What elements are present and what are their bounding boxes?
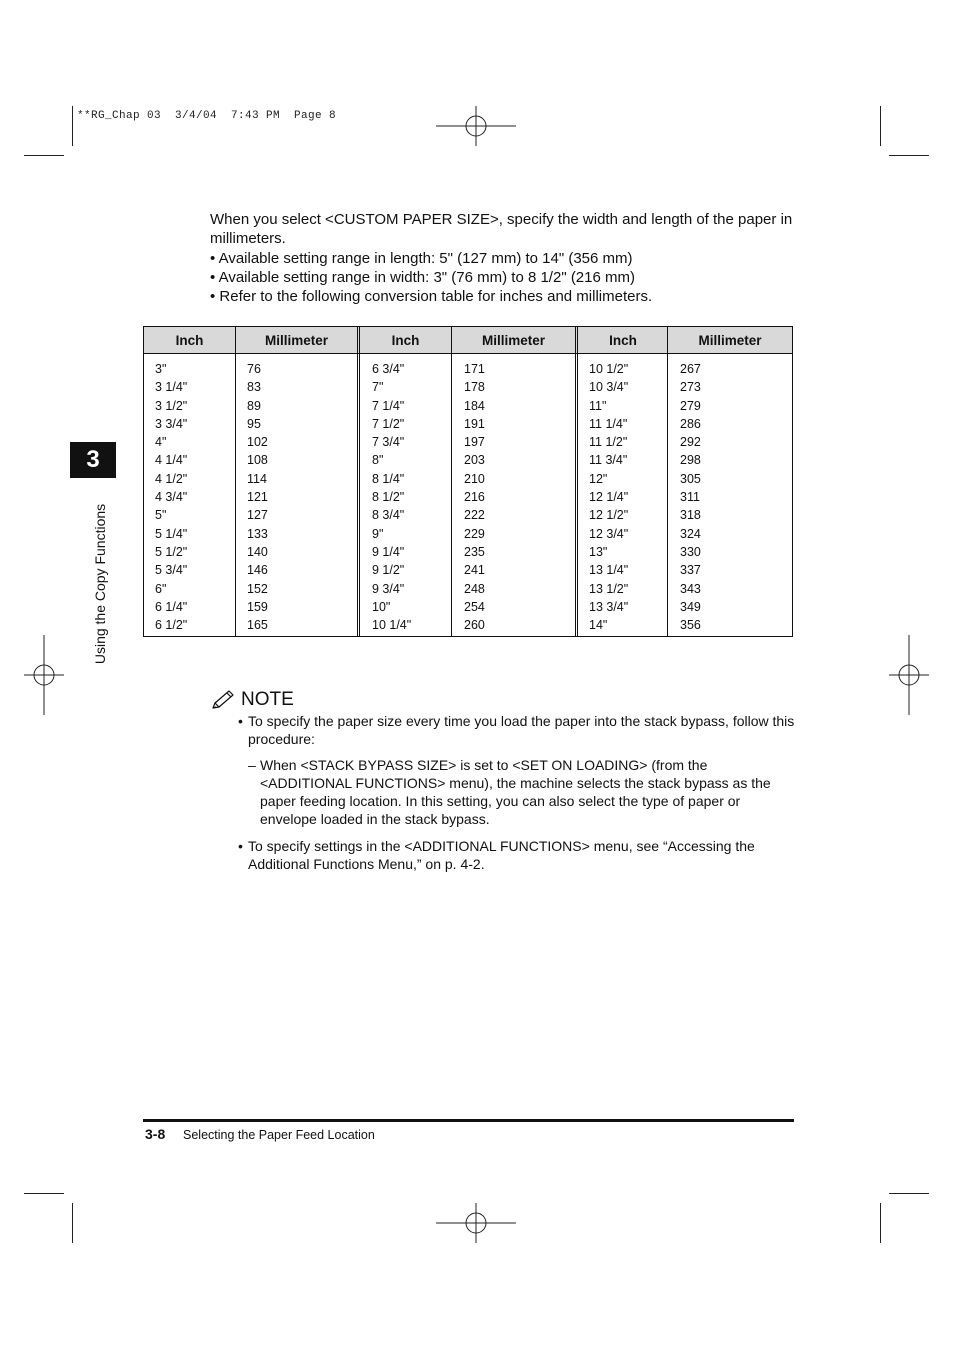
- table-cell: 260: [464, 618, 485, 633]
- table-cell: 5 3/4": [155, 563, 188, 578]
- table-cell: 11 1/2": [589, 435, 628, 450]
- table-cell: 89: [247, 398, 261, 413]
- table-cell: 165: [247, 618, 268, 633]
- table-cell: 9 1/2": [372, 563, 405, 578]
- column-millimeter-2: [452, 327, 575, 636]
- table-cell: 254: [464, 599, 485, 614]
- table-cell: 3": [155, 362, 167, 376]
- column-divider-double: [357, 327, 358, 636]
- intro-bullet-table-ref: • Refer to the following conversion table for inches and millimeters.: [210, 288, 653, 306]
- table-cell: 184: [464, 398, 485, 413]
- conversion-table: [143, 326, 793, 637]
- table-cell: 7 1/4": [372, 398, 405, 413]
- bullet-glyph: •: [238, 838, 243, 854]
- table-cell: 286: [680, 416, 701, 431]
- printer-slug: **RG_Chap 03 3/4/04 7:43 PM Page 8: [77, 110, 337, 122]
- table-cell: 13 1/4": [589, 563, 629, 578]
- table-cell: 14": [589, 618, 608, 633]
- table-cell: 10 1/2": [589, 362, 629, 376]
- column-values: [578, 353, 668, 634]
- crop-mark-top-left-v: [72, 106, 73, 146]
- note-title: NOTE: [241, 689, 294, 710]
- crop-mark-bottom-right-v: [880, 1203, 881, 1243]
- table-cell: 4 1/2": [155, 471, 188, 486]
- chapter-title-text: Using the Copy Functions: [92, 503, 108, 665]
- intro-section: [210, 210, 795, 306]
- table-cell: 7 1/2": [372, 416, 405, 431]
- note-bullet-text: To specify settings in the <ADDITIONAL FUNCTIONS> menu, see “Accessing the Additional Functions Menu,” on p. 4-2.: [248, 838, 755, 872]
- table-cell: 4 1/4": [155, 453, 188, 468]
- table-cell: 83: [247, 380, 261, 395]
- table-cell: 191: [464, 416, 485, 431]
- table-cell: 8 1/2": [372, 490, 405, 505]
- table-cell: 324: [680, 526, 701, 541]
- table-cell: 5 1/4": [155, 526, 188, 541]
- table-cell: 197: [464, 435, 485, 450]
- table-cell: 108: [247, 453, 268, 468]
- table-cell: 267: [680, 362, 701, 376]
- crop-mark-bottom-right-h: [889, 1193, 929, 1194]
- table-cell: 6 1/2": [155, 618, 188, 633]
- table-cell: 8 3/4": [372, 508, 405, 523]
- note-sub-item: [238, 756, 798, 828]
- column-values: [144, 353, 235, 634]
- table-cell: 13 1/2": [589, 581, 629, 596]
- table-cell: 178: [464, 380, 485, 395]
- column-values: [359, 353, 452, 634]
- table-cell: 6": [155, 581, 167, 596]
- table-cell: 10 3/4": [589, 380, 629, 395]
- table-cell: 13": [589, 544, 608, 559]
- table-cell: 12 3/4": [589, 526, 629, 541]
- pencil-icon: [210, 689, 236, 711]
- column-inch-1: [144, 327, 235, 636]
- table-cell: 146: [247, 563, 268, 578]
- table-cell: 8": [372, 453, 384, 468]
- table-cell: 248: [464, 581, 485, 596]
- page-number: 3-8: [145, 1126, 166, 1142]
- column-inch-2: [359, 327, 452, 636]
- table-cell: 298: [680, 453, 701, 468]
- table-cell: 8 1/4": [372, 471, 405, 486]
- table-cell: 7 3/4": [372, 435, 405, 450]
- crop-mark-top-right-h: [889, 155, 929, 156]
- table-cell: 235: [464, 544, 485, 559]
- table-cell: 330: [680, 544, 701, 559]
- chapter-title-vertical: [86, 492, 114, 676]
- intro-bullet-width: • Available setting range in width: 3" (76 mm) to 8 1/2" (216 mm): [210, 268, 635, 286]
- note-body: [238, 712, 798, 873]
- table-cell: 11 3/4": [589, 453, 628, 468]
- table-cell: 229: [464, 526, 485, 541]
- column-divider-double: [577, 327, 578, 636]
- table-cell: 10 1/4": [372, 618, 412, 633]
- table-cell: 311: [680, 490, 700, 505]
- table-cell: 152: [247, 581, 268, 596]
- registration-mark-right-icon: [889, 635, 929, 715]
- table-cell: 9": [372, 526, 384, 541]
- column-values: [452, 353, 575, 634]
- column-header: Inch: [609, 333, 637, 348]
- table-cell: 337: [680, 563, 701, 578]
- registration-mark-top-icon: [436, 106, 516, 146]
- chapter-number-tab: 3: [70, 442, 116, 478]
- table-cell: 5 1/2": [155, 544, 188, 559]
- intro-paragraph: When you select <CUSTOM PAPER SIZE>, specify the width and length of the paper in millimeters.: [210, 211, 793, 248]
- table-cell: 9 3/4": [372, 581, 405, 596]
- footer-rule: [143, 1119, 794, 1122]
- registration-mark-bottom-icon: [436, 1203, 516, 1243]
- intro-bullet-length: • Available setting range in length: 5" (127 mm) to 14" (356 mm): [210, 249, 633, 267]
- table-cell: 305: [680, 471, 701, 486]
- crop-mark-bottom-left-h: [24, 1193, 64, 1194]
- table-cell: 222: [464, 508, 485, 523]
- column-divider: [235, 327, 236, 636]
- table-cell: 133: [247, 526, 268, 541]
- table-cell: 76: [247, 362, 261, 376]
- table-cell: 12": [589, 471, 608, 486]
- table-cell: 210: [464, 471, 485, 486]
- table-cell: 203: [464, 453, 485, 468]
- column-header: Inch: [391, 333, 420, 348]
- table-cell: 5": [155, 508, 167, 523]
- table-cell: 127: [247, 508, 268, 523]
- column-divider: [667, 327, 668, 636]
- footer-section-title: Selecting the Paper Feed Location: [183, 1128, 375, 1142]
- table-cell: 12 1/2": [589, 508, 629, 523]
- bullet-glyph: •: [238, 713, 243, 729]
- column-header: Millimeter: [698, 333, 762, 348]
- column-header: Millimeter: [481, 333, 546, 348]
- table-cell: 216: [464, 490, 485, 505]
- table-cell: 343: [680, 581, 701, 596]
- table-cell: 140: [247, 544, 268, 559]
- dash-glyph: –: [248, 757, 256, 773]
- crop-mark-top-left-h: [24, 155, 64, 156]
- table-cell: 6 1/4": [155, 599, 188, 614]
- table-cell: 12 1/4": [589, 490, 629, 505]
- note-bullet: [238, 837, 798, 873]
- table-cell: 349: [680, 599, 701, 614]
- table-cell: 3 1/4": [155, 380, 188, 395]
- column-values: [235, 353, 358, 634]
- table-cell: 10": [372, 599, 391, 614]
- column-millimeter-1: [235, 327, 358, 636]
- note-sub-text: When <STACK BYPASS SIZE> is set to <SET ON LOADING> (from the <ADDITIONAL FUNCTIONS> menu), the machine selects the stack bypass as the paper feeding location. In this setting, you can also select the type of paper or envelope loaded in the stack bypass.: [260, 757, 771, 827]
- table-cell: 3 3/4": [155, 416, 188, 431]
- table-cell: 114: [247, 471, 267, 486]
- table-cell: 95: [247, 416, 261, 431]
- column-inch-3: [578, 327, 668, 636]
- table-cell: 11": [589, 398, 607, 413]
- column-divider: [451, 327, 452, 636]
- note-bullet-text: To specify the paper size every time you load the paper into the stack bypass, follow this procedure:: [248, 713, 795, 747]
- column-millimeter-3: [668, 327, 792, 636]
- table-cell: 121: [247, 490, 268, 505]
- table-cell: 356: [680, 618, 701, 633]
- table-cell: 11 1/4": [589, 416, 628, 431]
- table-cell: 4": [155, 435, 167, 450]
- table-cell: 273: [680, 380, 701, 395]
- column-divider-double: [359, 327, 360, 636]
- table-cell: 4 3/4": [155, 490, 188, 505]
- table-cell: 171: [464, 362, 485, 376]
- table-cell: 102: [247, 435, 268, 450]
- table-cell: 279: [680, 398, 701, 413]
- table-cell: 159: [247, 599, 268, 614]
- column-header: Millimeter: [264, 333, 329, 348]
- table-cell: 318: [680, 508, 701, 523]
- table-cell: 6 3/4": [372, 362, 405, 376]
- table-cell: 13 3/4": [589, 599, 629, 614]
- note-bullet: [238, 712, 798, 748]
- table-cell: 3 1/2": [155, 398, 188, 413]
- registration-mark-left-icon: [24, 635, 64, 715]
- column-values: [668, 353, 792, 634]
- column-divider-double: [575, 327, 576, 636]
- crop-mark-top-right-v: [880, 106, 881, 146]
- column-header: Inch: [175, 333, 204, 348]
- table-cell: 241: [464, 563, 485, 578]
- crop-mark-bottom-left-v: [72, 1203, 73, 1243]
- table-cell: 7": [372, 380, 384, 395]
- table-cell: 292: [680, 435, 701, 450]
- table-cell: 9 1/4": [372, 544, 405, 559]
